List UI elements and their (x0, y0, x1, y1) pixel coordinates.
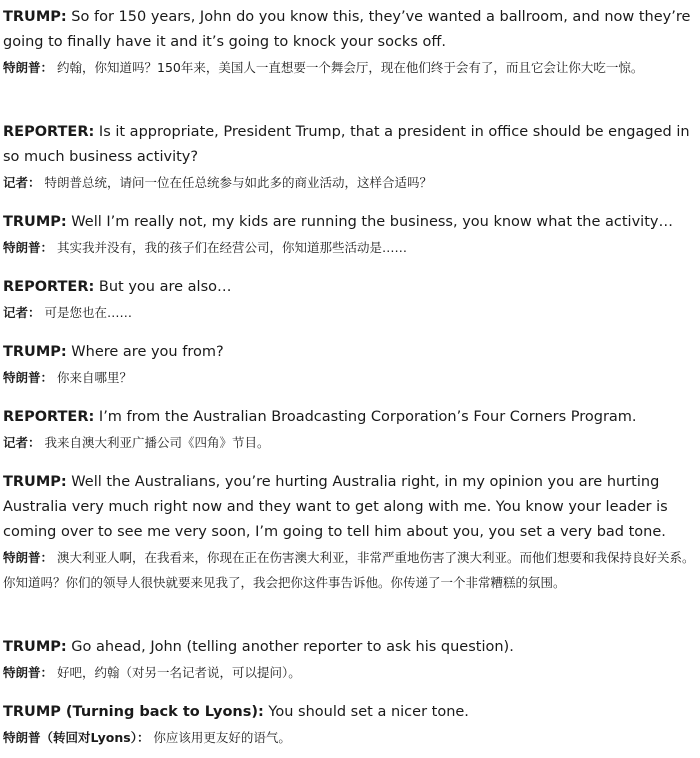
english-line (3, 405, 698, 430)
speaker-label-zh: 记者： (3, 435, 41, 450)
speaker-label-zh: 特朗普： (3, 240, 54, 255)
speaker-label-zh: 特朗普： (3, 665, 54, 680)
chinese-text: 你来自哪里？ (53, 370, 132, 385)
speaker-label: TRUMP: (3, 474, 67, 490)
english-line (3, 5, 698, 55)
transcript-entry (3, 210, 698, 260)
english-text: Go ahead, John (telling another reporter to ask his question). (66, 639, 514, 655)
speaker-label-zh: 特朗普（转回对Lyons）： (3, 730, 150, 745)
chinese-text: 其实我并没有，我的孩子们在经营公司，你知道那些活动是…… (53, 240, 407, 255)
transcript-entry (3, 405, 698, 455)
english-line (3, 470, 698, 545)
english-text: You should set a nicer tone. (263, 704, 469, 720)
english-text: Well the Australians, you’re hurting Australia right, in my opinion you are hurting Australia very much right now and they want to get along with me. You know your leader is coming over to see me very soon, I’m going to tell him about you, you set a very bad tone. (3, 474, 668, 540)
speaker-label: REPORTER: (3, 124, 95, 140)
chinese-line (3, 725, 698, 750)
english-line (3, 340, 698, 365)
speaker-label: REPORTER: (3, 279, 95, 295)
english-line (3, 120, 698, 170)
chinese-text: 你应该用更友好的语气。 (149, 730, 291, 745)
chinese-line (3, 235, 698, 260)
speaker-label: TRUMP: (3, 214, 67, 230)
chinese-text: 约翰，你知道吗？150年来，美国人一直想要一个舞会厅，现在他们终于会有了，而且它会让你大吃一惊。 (53, 60, 644, 75)
chinese-line (3, 55, 698, 80)
chinese-text: 我来自澳大利亚广播公司《四角》节目。 (40, 435, 270, 450)
speaker-label: TRUMP (Turning back to Lyons): (3, 704, 264, 720)
speaker-label-zh: 特朗普： (3, 550, 54, 565)
speaker-label-zh: 记者： (3, 305, 41, 320)
english-text: Well I’m really not, my kids are running the business, you know what the activity… (66, 214, 673, 230)
chinese-line (3, 660, 698, 685)
chinese-text: 好吧，约翰（对另一名记者说，可以提问）。 (53, 665, 301, 680)
chinese-line (3, 365, 698, 390)
chinese-line (3, 430, 698, 455)
english-line (3, 635, 698, 660)
transcript-entry (3, 470, 698, 595)
english-text: So for 150 years, John do you know this, they’ve wanted a ballroom, and now they’re going to finally have it and it’s going to knock your socks off. (3, 9, 691, 50)
speaker-label-zh: 记者： (3, 175, 41, 190)
speaker-label-zh: 特朗普： (3, 60, 54, 75)
transcript-entry (3, 700, 698, 750)
transcript-entry (3, 275, 698, 325)
chinese-text: 澳大利亚人啊，在我看来，你现在正在伤害澳大利亚，非常严重地伤害了澳大利亚。而他们想要和我保持良好关系。你知道吗？你们的领导人很快就要来见我了，我会把你这件事告诉他。你传递了一个非常糟糕的氛围。 (3, 550, 695, 590)
chinese-line (3, 170, 698, 195)
transcript-entry (3, 635, 698, 685)
speaker-label: TRUMP: (3, 9, 67, 25)
chinese-text: 特朗普总统，请问一位在任总统参与如此多的商业活动，这样合适吗？ (40, 175, 432, 190)
english-text: I’m from the Australian Broadcasting Corporation’s Four Corners Program. (94, 409, 637, 425)
speaker-label: TRUMP: (3, 639, 67, 655)
english-line (3, 275, 698, 300)
english-text: But you are also… (94, 279, 232, 295)
english-text: Is it appropriate, President Trump, that a president in office should be engaged in so much business activity? (3, 124, 690, 165)
speaker-label-zh: 特朗普： (3, 370, 54, 385)
english-line (3, 210, 698, 235)
speaker-label: TRUMP: (3, 344, 67, 360)
transcript-entry (3, 340, 698, 390)
chinese-line (3, 300, 698, 325)
speaker-label: REPORTER: (3, 409, 95, 425)
english-line (3, 700, 698, 725)
english-text: Where are you from? (66, 344, 224, 360)
transcript-entry (3, 120, 698, 195)
chinese-line (3, 545, 698, 595)
chinese-text: 可是您也在…… (40, 305, 132, 320)
transcript-entry (3, 5, 698, 80)
